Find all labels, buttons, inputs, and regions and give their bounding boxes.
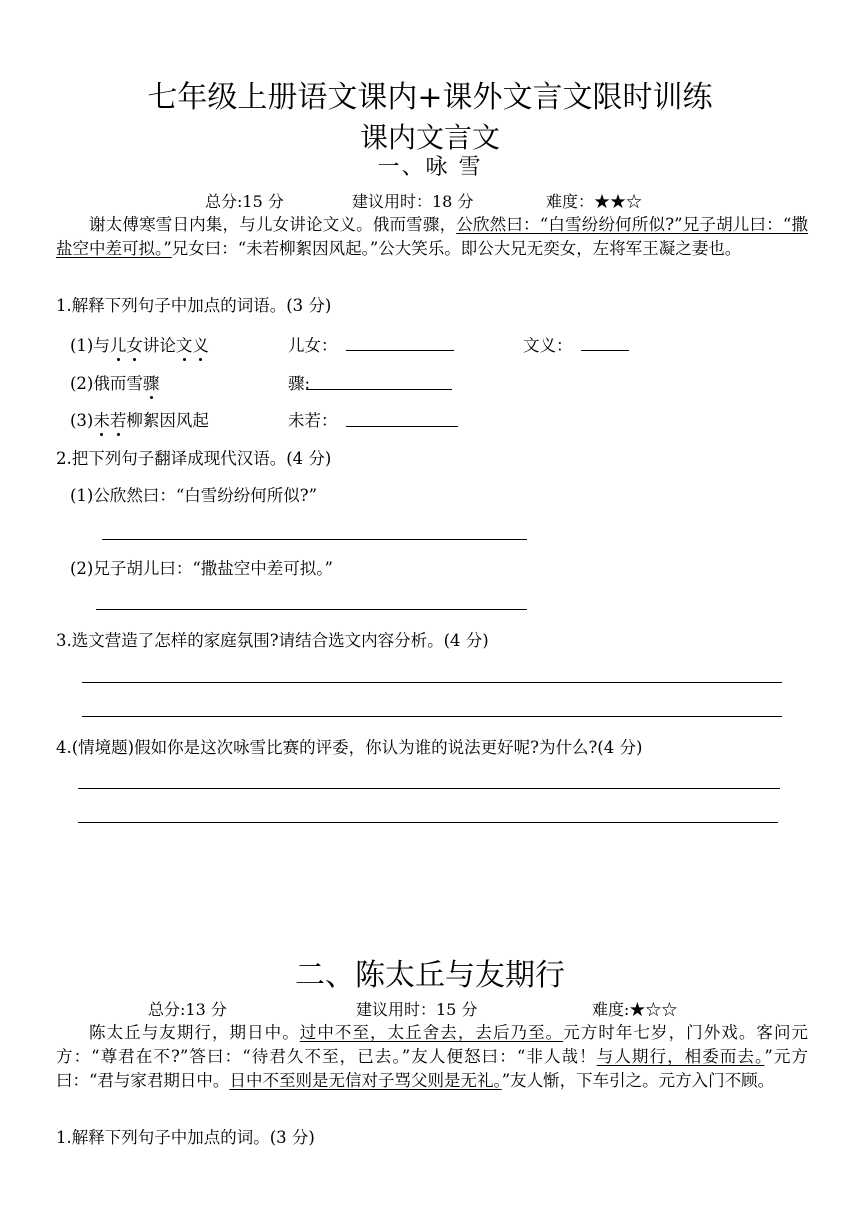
dotted-char: 义 [192,332,209,356]
passage-text: 兄女曰：“未若柳絮因风起。”公大笑乐。即公大兄无奕女，左将军王凝之妻也。 [171,239,742,258]
section-1-score: 总分:15 分 [205,192,284,211]
question-3: 3.选文营造了怎样的家庭氛围?请结合选文内容分析。(4 分) [56,631,489,650]
dotted-char: 未 [93,407,110,431]
answer-blank[interactable] [306,389,452,390]
q1-item-1 [70,332,209,356]
q1-item-text: (1)与 [70,336,110,355]
passage-text: 谢太傅寒雪日内集，与儿女讲论文义。俄而雪骤， [89,215,457,234]
passage-underlined: 公欣然曰：“白雪纷纷何所似?”兄子胡儿曰：“撒盐空中差可拟。” [56,215,809,258]
passage-text: ”元方曰：“君与家君期日中。 [56,1047,809,1090]
q1-item-text: 柳絮因风起 [126,411,209,430]
section-1-heading: 一、咏 雪 [377,155,483,180]
q1-item-text: (3) [70,411,94,430]
question-2: 2.把下列句子翻译成现代汉语。(4 分) [56,449,332,468]
answer-line[interactable] [96,609,527,610]
document-title: 七年级上册语文课内+课外文言文限时训练 [147,80,713,115]
section-2-score: 总分:13 分 [148,1000,227,1019]
passage-text: ”友人惭，下车引之。元方入门不顾。 [501,1071,775,1090]
section-1-passage [56,213,808,261]
answer-label-wenyi: 文义： [523,336,573,355]
passage-text: 元方时年七岁，门外戏。客问元方：“尊君在不?”答曰：“待君久不至，已去。”友人便怒曰：“非人哉！ [56,1023,808,1066]
answer-label-zhou: 骤: [288,374,311,393]
dotted-char: 儿 [110,332,127,356]
difficulty-stars: ★★☆ [594,192,643,211]
dotted-char: 女 [126,332,143,356]
passage-text: 陈太丘与友期行，期日中。 [89,1023,300,1042]
dotted-char: 若 [110,407,127,431]
document-subtitle: 课内文言文 [359,121,500,154]
answer-line[interactable] [78,788,780,789]
answer-line[interactable] [82,716,782,717]
q1-item-text: (2)俄而雪 [70,374,143,393]
passage-underlined: 与人期行，相委而去。 [596,1047,765,1066]
section-2-question-1: 1.解释下列句子中加点的词。(3 分) [56,1128,315,1147]
question-1: 1.解释下列句子中加点的词语。(3 分) [56,296,332,315]
passage-underlined: 过中不至，太丘舍去，去后乃至。 [299,1023,564,1042]
answer-blank[interactable] [346,350,454,351]
section-2-difficulty: 难度:★☆☆ [592,1000,678,1019]
section-2-passage [56,1021,808,1093]
section-1-time: 建议用时：18 分 [352,192,474,211]
answer-label-ernv: 儿女： [288,336,338,355]
q2-sentence-2: (2)兄子胡儿曰：“撒盐空中差可拟。” [70,559,333,578]
passage-underlined: 日中不至则是无信对子骂父则是无礼。 [229,1071,502,1090]
dotted-char: 骤 [143,370,160,394]
answer-blank[interactable] [346,426,458,427]
q2-sentence-1: (1)公欣然曰：“白雪纷纷何所似?” [70,486,318,505]
q1-item-2 [70,370,159,394]
answer-line[interactable] [82,682,782,683]
answer-line[interactable] [102,539,527,540]
difficulty-label: 难度： [546,192,595,211]
dotted-char: 文 [176,332,193,356]
answer-line[interactable] [78,822,778,823]
q1-item-3 [70,407,209,431]
section-1-difficulty [546,189,642,212]
question-4: 4.(情境题)假如你是这次咏雪比赛的评委，你认为谁的说法更好呢?为什么?(4 分) [56,738,643,757]
section-2-time: 建议用时：15 分 [356,1000,478,1019]
answer-label-weiruo: 未若： [288,411,338,430]
q1-item-text: 讲论 [142,336,176,355]
section-2-heading: 二、陈太丘与友期行 [295,958,565,993]
answer-blank[interactable] [581,350,629,351]
